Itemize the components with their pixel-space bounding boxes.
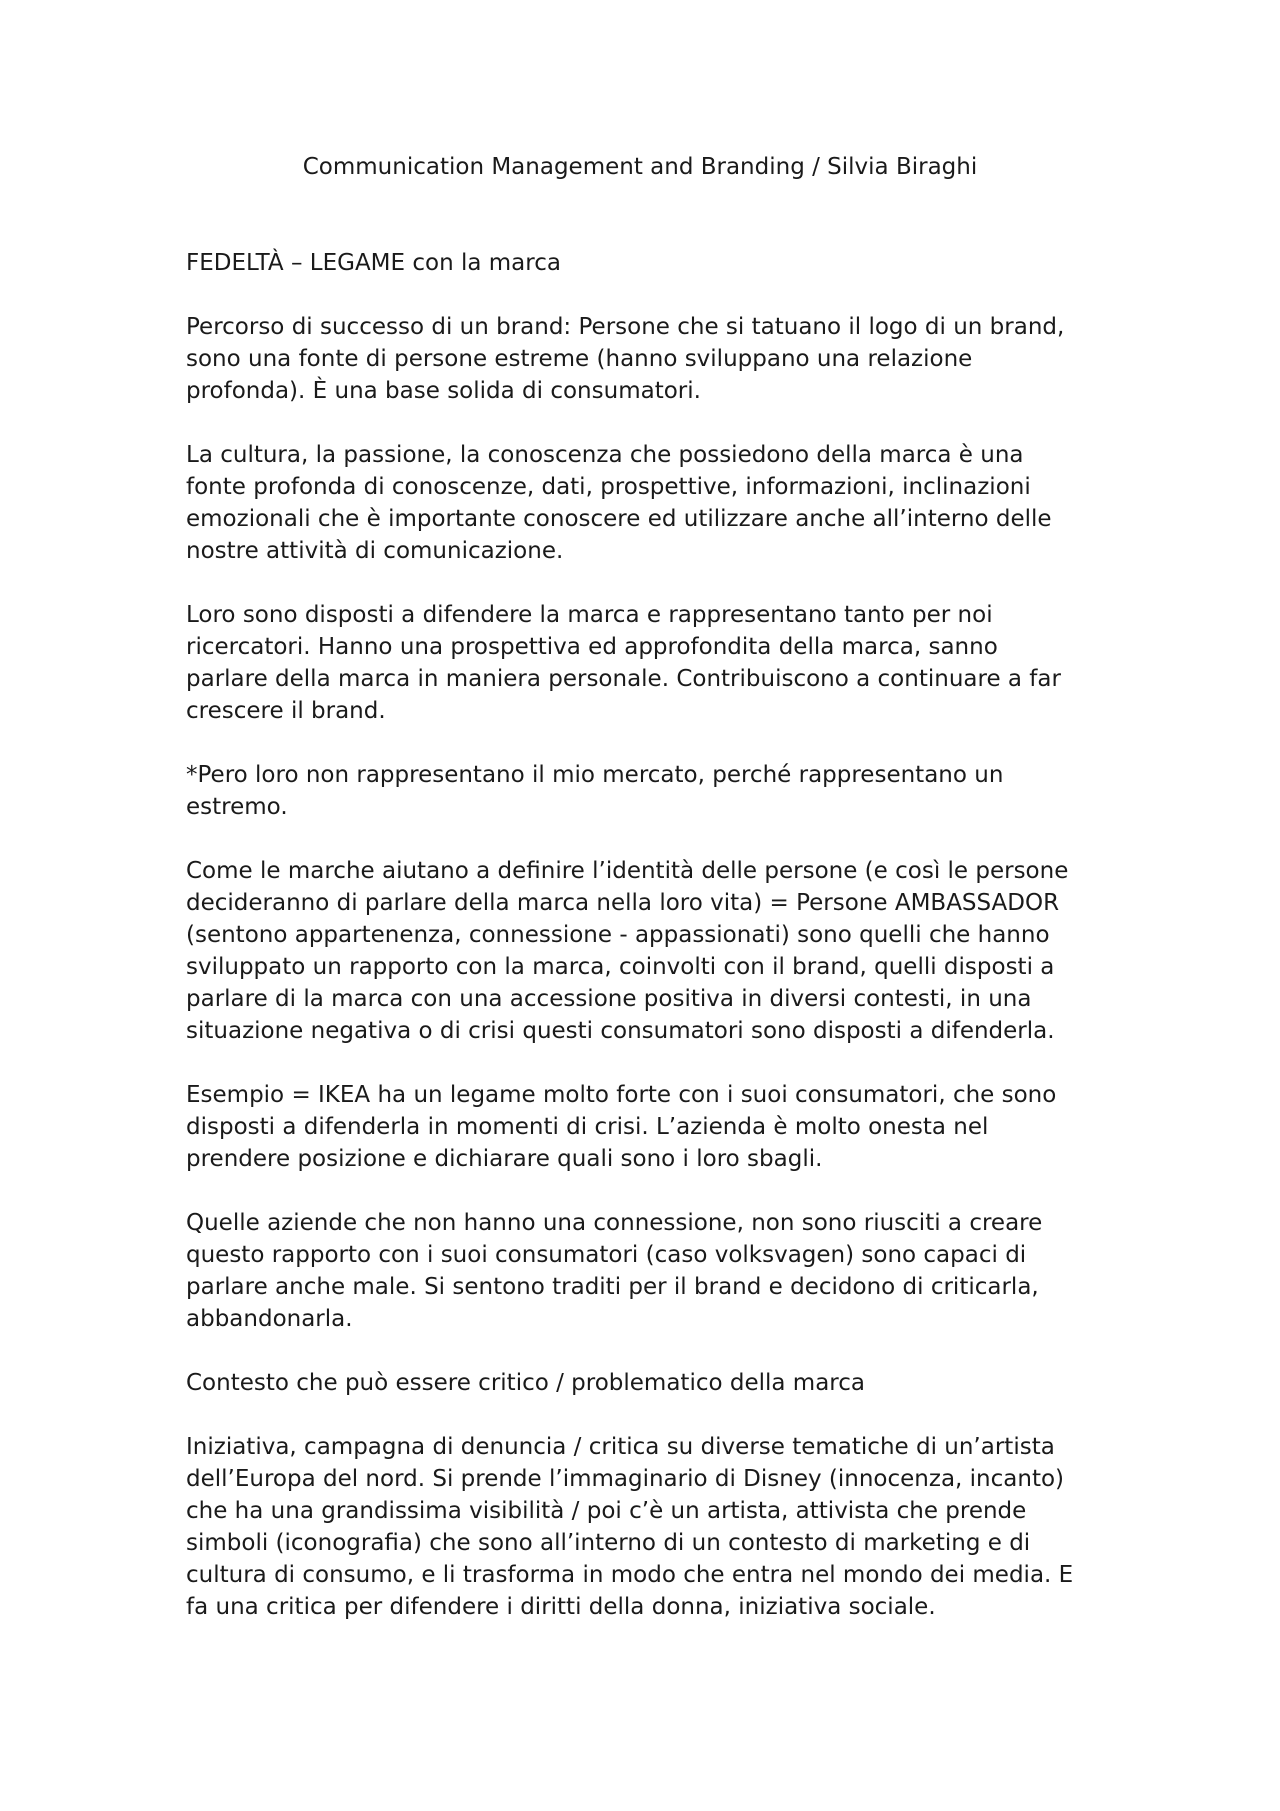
paragraph-line: disposti a difenderla in momenti di crisi. L’azienda è molto onesta nel xyxy=(186,1114,989,1140)
paragraph-line: Contesto che può essere critico / problematico della marca xyxy=(186,1370,865,1396)
paragraph-line: Come le marche aiutano a definire l’identità delle persone (e così le persone xyxy=(186,858,1069,884)
paragraph-line: simboli (iconografia) che sono all’interno di un contesto di marketing e di xyxy=(186,1530,1031,1556)
paragraph-line: ricercatori. Hanno una prospettiva ed approfondita della marca, sanno xyxy=(186,634,998,660)
paragraph-line: La cultura, la passione, la conoscenza che possiedono della marca è una xyxy=(186,442,1024,468)
paragraph-line: Loro sono disposti a difendere la marca e rappresentano tanto per noi xyxy=(186,602,993,628)
paragraph-line: *Pero loro non rappresentano il mio mercato, perché rappresentano un xyxy=(186,762,1004,788)
section-title-text: FEDELTÀ – LEGAME con la marca xyxy=(186,250,561,276)
paragraph-line: cultura di consumo, e li trasforma in modo che entra nel mondo dei media. E xyxy=(186,1562,1074,1588)
paragraph-line: situazione negativa o di crisi questi consumatori sono disposti a difenderla. xyxy=(186,1018,1055,1044)
paragraph-line: fonte profonda di conoscenze, dati, prospettive, informazioni, inclinazioni xyxy=(186,474,1031,500)
page-header: Communication Management and Branding / Silvia Biraghi xyxy=(302,154,978,180)
paragraph-line: questo rapporto con i suoi consumatori (caso volksvagen) sono capaci di xyxy=(186,1242,1027,1268)
paragraph xyxy=(186,1367,1116,1399)
paragraph xyxy=(186,759,1116,823)
paragraph-line: sviluppato un rapporto con la marca, coinvolti con il brand, quelli disposti a xyxy=(186,954,1055,980)
paragraph xyxy=(186,1207,1116,1335)
paragraph xyxy=(186,599,1116,727)
paragraph-line: abbandonarla. xyxy=(186,1306,353,1332)
paragraph-line: parlare anche male. Si sentono traditi per il brand e decidono di criticarla, xyxy=(186,1274,1039,1300)
paragraph-line: estremo. xyxy=(186,794,288,820)
paragraph-line: (sentono appartenenza, connessione - appassionati) sono quelli che hanno xyxy=(186,922,1050,948)
paragraph-line: Esempio = IKEA ha un legame molto forte con i suoi consumatori, che sono xyxy=(186,1082,1057,1108)
paragraph-line: parlare della marca in maniera personale. Contribuiscono a continuare a far xyxy=(186,666,1061,692)
paragraph-line: parlare di la marca con una accessione positiva in diversi contesti, in una xyxy=(186,986,1032,1012)
paragraph-line: prendere posizione e dichiarare quali sono i loro sbagli. xyxy=(186,1146,823,1172)
paragraph-line: nostre attività di comunicazione. xyxy=(186,538,564,564)
paragraph-line: che ha una grandissima visibilità / poi c’è un artista, attivista che prende xyxy=(186,1498,1027,1524)
paragraph-line: crescere il brand. xyxy=(186,698,386,724)
paragraph-line: dell’Europa del nord. Si prende l’immaginario di Disney (innocenza, incanto) xyxy=(186,1466,1065,1492)
paragraph-line: fa una critica per difendere i diritti della donna, iniziativa sociale. xyxy=(186,1594,936,1620)
paragraph xyxy=(186,1079,1116,1175)
document-body xyxy=(186,247,1116,1655)
paragraph-line: Quelle aziende che non hanno una connessione, non sono riusciti a creare xyxy=(186,1210,1043,1236)
paragraph xyxy=(186,1431,1116,1623)
paragraph-line: sono una fonte di persone estreme (hanno sviluppano una relazione xyxy=(186,346,973,372)
paragraph-line: profonda). È una base solida di consumatori. xyxy=(186,378,701,404)
paragraph-list xyxy=(186,311,1116,1623)
paragraph xyxy=(186,855,1116,1047)
section-title xyxy=(186,247,1116,279)
paragraph-line: Percorso di successo di un brand: Persone che si tatuano il logo di un brand, xyxy=(186,314,1065,340)
paragraph xyxy=(186,439,1116,567)
paragraph xyxy=(186,311,1116,407)
paragraph-line: decideranno di parlare della marca nella loro vita) = Persone AMBASSADOR xyxy=(186,890,1060,916)
paragraph-line: emozionali che è importante conoscere ed utilizzare anche all’interno delle xyxy=(186,506,1052,532)
paragraph-line: Iniziativa, campagna di denuncia / critica su diverse tematiche di un’artista xyxy=(186,1434,1055,1460)
